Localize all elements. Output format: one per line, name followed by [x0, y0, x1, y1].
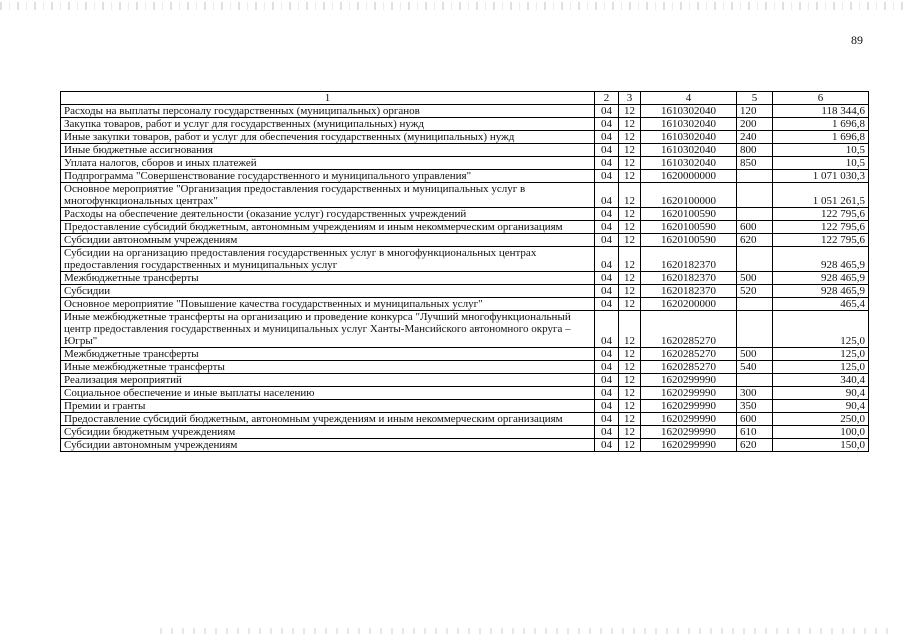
table-row	[61, 285, 869, 298]
expense-type-cell: 500	[737, 348, 773, 361]
table-row	[61, 118, 869, 131]
subsection-code-cell: 12	[619, 374, 641, 387]
target-article-cell: 1620299990	[641, 387, 737, 400]
subsection-code-cell: 12	[619, 387, 641, 400]
row-name-cell: Премии и гранты	[61, 400, 595, 413]
subsection-code-cell: 12	[619, 247, 641, 272]
section-code-cell: 04	[595, 247, 619, 272]
amount-cell: 122 795,6	[773, 221, 869, 234]
section-code-cell: 04	[595, 439, 619, 452]
table-row	[61, 247, 869, 272]
section-code-cell: 04	[595, 208, 619, 221]
target-article-cell: 1620100590	[641, 234, 737, 247]
table-row	[61, 183, 869, 208]
section-code-cell: 04	[595, 374, 619, 387]
section-code-cell: 04	[595, 400, 619, 413]
target-article-cell: 1620100590	[641, 208, 737, 221]
table-row	[61, 221, 869, 234]
table-header-row	[61, 92, 869, 105]
row-name-cell: Субсидии автономным учреждениям	[61, 234, 595, 247]
section-code-cell: 04	[595, 285, 619, 298]
target-article-cell: 1610302040	[641, 105, 737, 118]
amount-cell: 250,0	[773, 413, 869, 426]
expense-type-cell	[737, 170, 773, 183]
table-row	[61, 157, 869, 170]
row-name-cell: Социальное обеспечение и иные выплаты населению	[61, 387, 595, 400]
amount-cell: 125,0	[773, 348, 869, 361]
expense-type-cell: 120	[737, 105, 773, 118]
table-row	[61, 400, 869, 413]
row-name-cell: Реализация мероприятий	[61, 374, 595, 387]
section-code-cell: 04	[595, 348, 619, 361]
amount-cell: 122 795,6	[773, 208, 869, 221]
row-name-cell: Предоставление субсидий бюджетным, автономным учреждениям и иным некоммерческим организациям	[61, 413, 595, 426]
target-article-cell: 1620285270	[641, 361, 737, 374]
row-name-cell: Субсидии автономным учреждениям	[61, 439, 595, 452]
amount-cell: 125,0	[773, 311, 869, 348]
amount-cell: 10,5	[773, 144, 869, 157]
table-row	[61, 311, 869, 348]
amount-cell: 928 465,9	[773, 247, 869, 272]
expense-type-cell: 240	[737, 131, 773, 144]
table-row	[61, 234, 869, 247]
expense-type-cell: 540	[737, 361, 773, 374]
amount-cell: 1 051 261,5	[773, 183, 869, 208]
section-code-cell: 04	[595, 157, 619, 170]
amount-cell: 90,4	[773, 400, 869, 413]
row-name-cell: Закупка товаров, работ и услуг для государственных (муниципальных) нужд	[61, 118, 595, 131]
expense-type-cell	[737, 374, 773, 387]
target-article-cell: 1620000000	[641, 170, 737, 183]
amount-cell: 928 465,9	[773, 285, 869, 298]
subsection-code-cell: 12	[619, 439, 641, 452]
section-code-cell: 04	[595, 272, 619, 285]
subsection-code-cell: 12	[619, 144, 641, 157]
expense-type-cell	[737, 247, 773, 272]
row-name-cell: Иные закупки товаров, работ и услуг для обеспечения государственных (муниципальных) нужд	[61, 131, 595, 144]
table-row	[61, 131, 869, 144]
expense-type-cell	[737, 183, 773, 208]
budget-table	[60, 91, 869, 452]
expense-type-cell	[737, 298, 773, 311]
section-code-cell: 04	[595, 311, 619, 348]
expense-type-cell: 620	[737, 234, 773, 247]
column-header: 4	[641, 92, 737, 105]
target-article-cell: 1620200000	[641, 298, 737, 311]
subsection-code-cell: 12	[619, 298, 641, 311]
subsection-code-cell: 12	[619, 311, 641, 348]
target-article-cell: 1620100000	[641, 183, 737, 208]
page-number: 89	[851, 33, 863, 47]
expense-type-cell: 600	[737, 221, 773, 234]
table-row	[61, 144, 869, 157]
target-article-cell: 1610302040	[641, 157, 737, 170]
target-article-cell: 1620299990	[641, 374, 737, 387]
target-article-cell: 1620299990	[641, 400, 737, 413]
target-article-cell: 1620285270	[641, 348, 737, 361]
amount-cell: 928 465,9	[773, 272, 869, 285]
subsection-code-cell: 12	[619, 272, 641, 285]
amount-cell: 10,5	[773, 157, 869, 170]
expense-type-cell: 520	[737, 285, 773, 298]
section-code-cell: 04	[595, 170, 619, 183]
amount-cell: 90,4	[773, 387, 869, 400]
section-code-cell: 04	[595, 361, 619, 374]
section-code-cell: 04	[595, 387, 619, 400]
row-name-cell: Иные межбюджетные трансферты на организацию и проведение конкурса "Лучший многофункциональный центр предоставления государственных и муниципальных услуг Ханты-Мансийского автономного округа – Югры"	[61, 311, 595, 348]
section-code-cell: 04	[595, 426, 619, 439]
scan-noise-bottom	[160, 628, 890, 634]
row-name-cell: Основное мероприятие "Повышение качества государственных и муниципальных услуг"	[61, 298, 595, 311]
section-code-cell: 04	[595, 183, 619, 208]
row-name-cell: Межбюджетные трансферты	[61, 272, 595, 285]
expense-type-cell: 800	[737, 144, 773, 157]
subsection-code-cell: 12	[619, 413, 641, 426]
expense-type-cell	[737, 208, 773, 221]
table-row	[61, 413, 869, 426]
section-code-cell: 04	[595, 221, 619, 234]
table-row	[61, 272, 869, 285]
table-row	[61, 387, 869, 400]
subsection-code-cell: 12	[619, 348, 641, 361]
subsection-code-cell: 12	[619, 234, 641, 247]
section-code-cell: 04	[595, 144, 619, 157]
section-code-cell: 04	[595, 234, 619, 247]
amount-cell: 1 696,8	[773, 118, 869, 131]
subsection-code-cell: 12	[619, 426, 641, 439]
row-name-cell: Иные межбюджетные трансферты	[61, 361, 595, 374]
expense-type-cell: 300	[737, 387, 773, 400]
table-row	[61, 170, 869, 183]
target-article-cell: 1620100590	[641, 221, 737, 234]
row-name-cell: Расходы на выплаты персоналу государственных (муниципальных) органов	[61, 105, 595, 118]
table-row	[61, 298, 869, 311]
target-article-cell: 1620299990	[641, 439, 737, 452]
section-code-cell: 04	[595, 131, 619, 144]
row-name-cell: Межбюджетные трансферты	[61, 348, 595, 361]
row-name-cell: Субсидии бюджетным учреждениям	[61, 426, 595, 439]
amount-cell: 118 344,6	[773, 105, 869, 118]
target-article-cell: 1620299990	[641, 426, 737, 439]
expense-type-cell: 610	[737, 426, 773, 439]
row-name-cell: Иные бюджетные ассигнования	[61, 144, 595, 157]
table-row	[61, 105, 869, 118]
subsection-code-cell: 12	[619, 221, 641, 234]
row-name-cell: Подпрограмма "Совершенствование государственного и муниципального управления"	[61, 170, 595, 183]
table-row	[61, 439, 869, 452]
expense-type-cell: 200	[737, 118, 773, 131]
scan-noise-top	[0, 2, 905, 10]
amount-cell: 122 795,6	[773, 234, 869, 247]
target-article-cell: 1610302040	[641, 118, 737, 131]
section-code-cell: 04	[595, 298, 619, 311]
target-article-cell: 1620182370	[641, 272, 737, 285]
expense-type-cell	[737, 311, 773, 348]
expense-type-cell: 500	[737, 272, 773, 285]
table-row	[61, 374, 869, 387]
subsection-code-cell: 12	[619, 157, 641, 170]
target-article-cell: 1620182370	[641, 247, 737, 272]
subsection-code-cell: 12	[619, 105, 641, 118]
amount-cell: 340,4	[773, 374, 869, 387]
amount-cell: 150,0	[773, 439, 869, 452]
column-header: 6	[773, 92, 869, 105]
section-code-cell: 04	[595, 105, 619, 118]
expense-type-cell: 620	[737, 439, 773, 452]
column-header: 5	[737, 92, 773, 105]
subsection-code-cell: 12	[619, 131, 641, 144]
subsection-code-cell: 12	[619, 170, 641, 183]
row-name-cell: Основное мероприятие "Организация предоставления государственных и муниципальных услуг в многофункциональных центрах"	[61, 183, 595, 208]
row-name-cell: Предоставление субсидий бюджетным, автономным учреждениям и иным некоммерческим организациям	[61, 221, 595, 234]
amount-cell: 100,0	[773, 426, 869, 439]
amount-cell: 125,0	[773, 361, 869, 374]
subsection-code-cell: 12	[619, 361, 641, 374]
expense-type-cell: 350	[737, 400, 773, 413]
target-article-cell: 1620182370	[641, 285, 737, 298]
subsection-code-cell: 12	[619, 208, 641, 221]
section-code-cell: 04	[595, 413, 619, 426]
table-row	[61, 361, 869, 374]
subsection-code-cell: 12	[619, 400, 641, 413]
column-header: 3	[619, 92, 641, 105]
target-article-cell: 1620285270	[641, 311, 737, 348]
target-article-cell: 1610302040	[641, 131, 737, 144]
subsection-code-cell: 12	[619, 183, 641, 208]
target-article-cell: 1620299990	[641, 413, 737, 426]
subsection-code-cell: 12	[619, 285, 641, 298]
row-name-cell: Субсидии	[61, 285, 595, 298]
table-row	[61, 208, 869, 221]
row-name-cell: Субсидии на организацию предоставления государственных услуг в многофункциональных центрах предоставления государственных и муниципальных услуг	[61, 247, 595, 272]
amount-cell: 1 071 030,3	[773, 170, 869, 183]
target-article-cell: 1610302040	[641, 144, 737, 157]
amount-cell: 1 696,8	[773, 131, 869, 144]
expense-type-cell: 850	[737, 157, 773, 170]
expense-type-cell: 600	[737, 413, 773, 426]
row-name-cell: Расходы на обеспечение деятельности (оказание услуг) государственных учреждений	[61, 208, 595, 221]
table-row	[61, 426, 869, 439]
subsection-code-cell: 12	[619, 118, 641, 131]
row-name-cell: Уплата налогов, сборов и иных платежей	[61, 157, 595, 170]
amount-cell: 465,4	[773, 298, 869, 311]
section-code-cell: 04	[595, 118, 619, 131]
column-header: 1	[61, 92, 595, 105]
table-row	[61, 348, 869, 361]
column-header: 2	[595, 92, 619, 105]
